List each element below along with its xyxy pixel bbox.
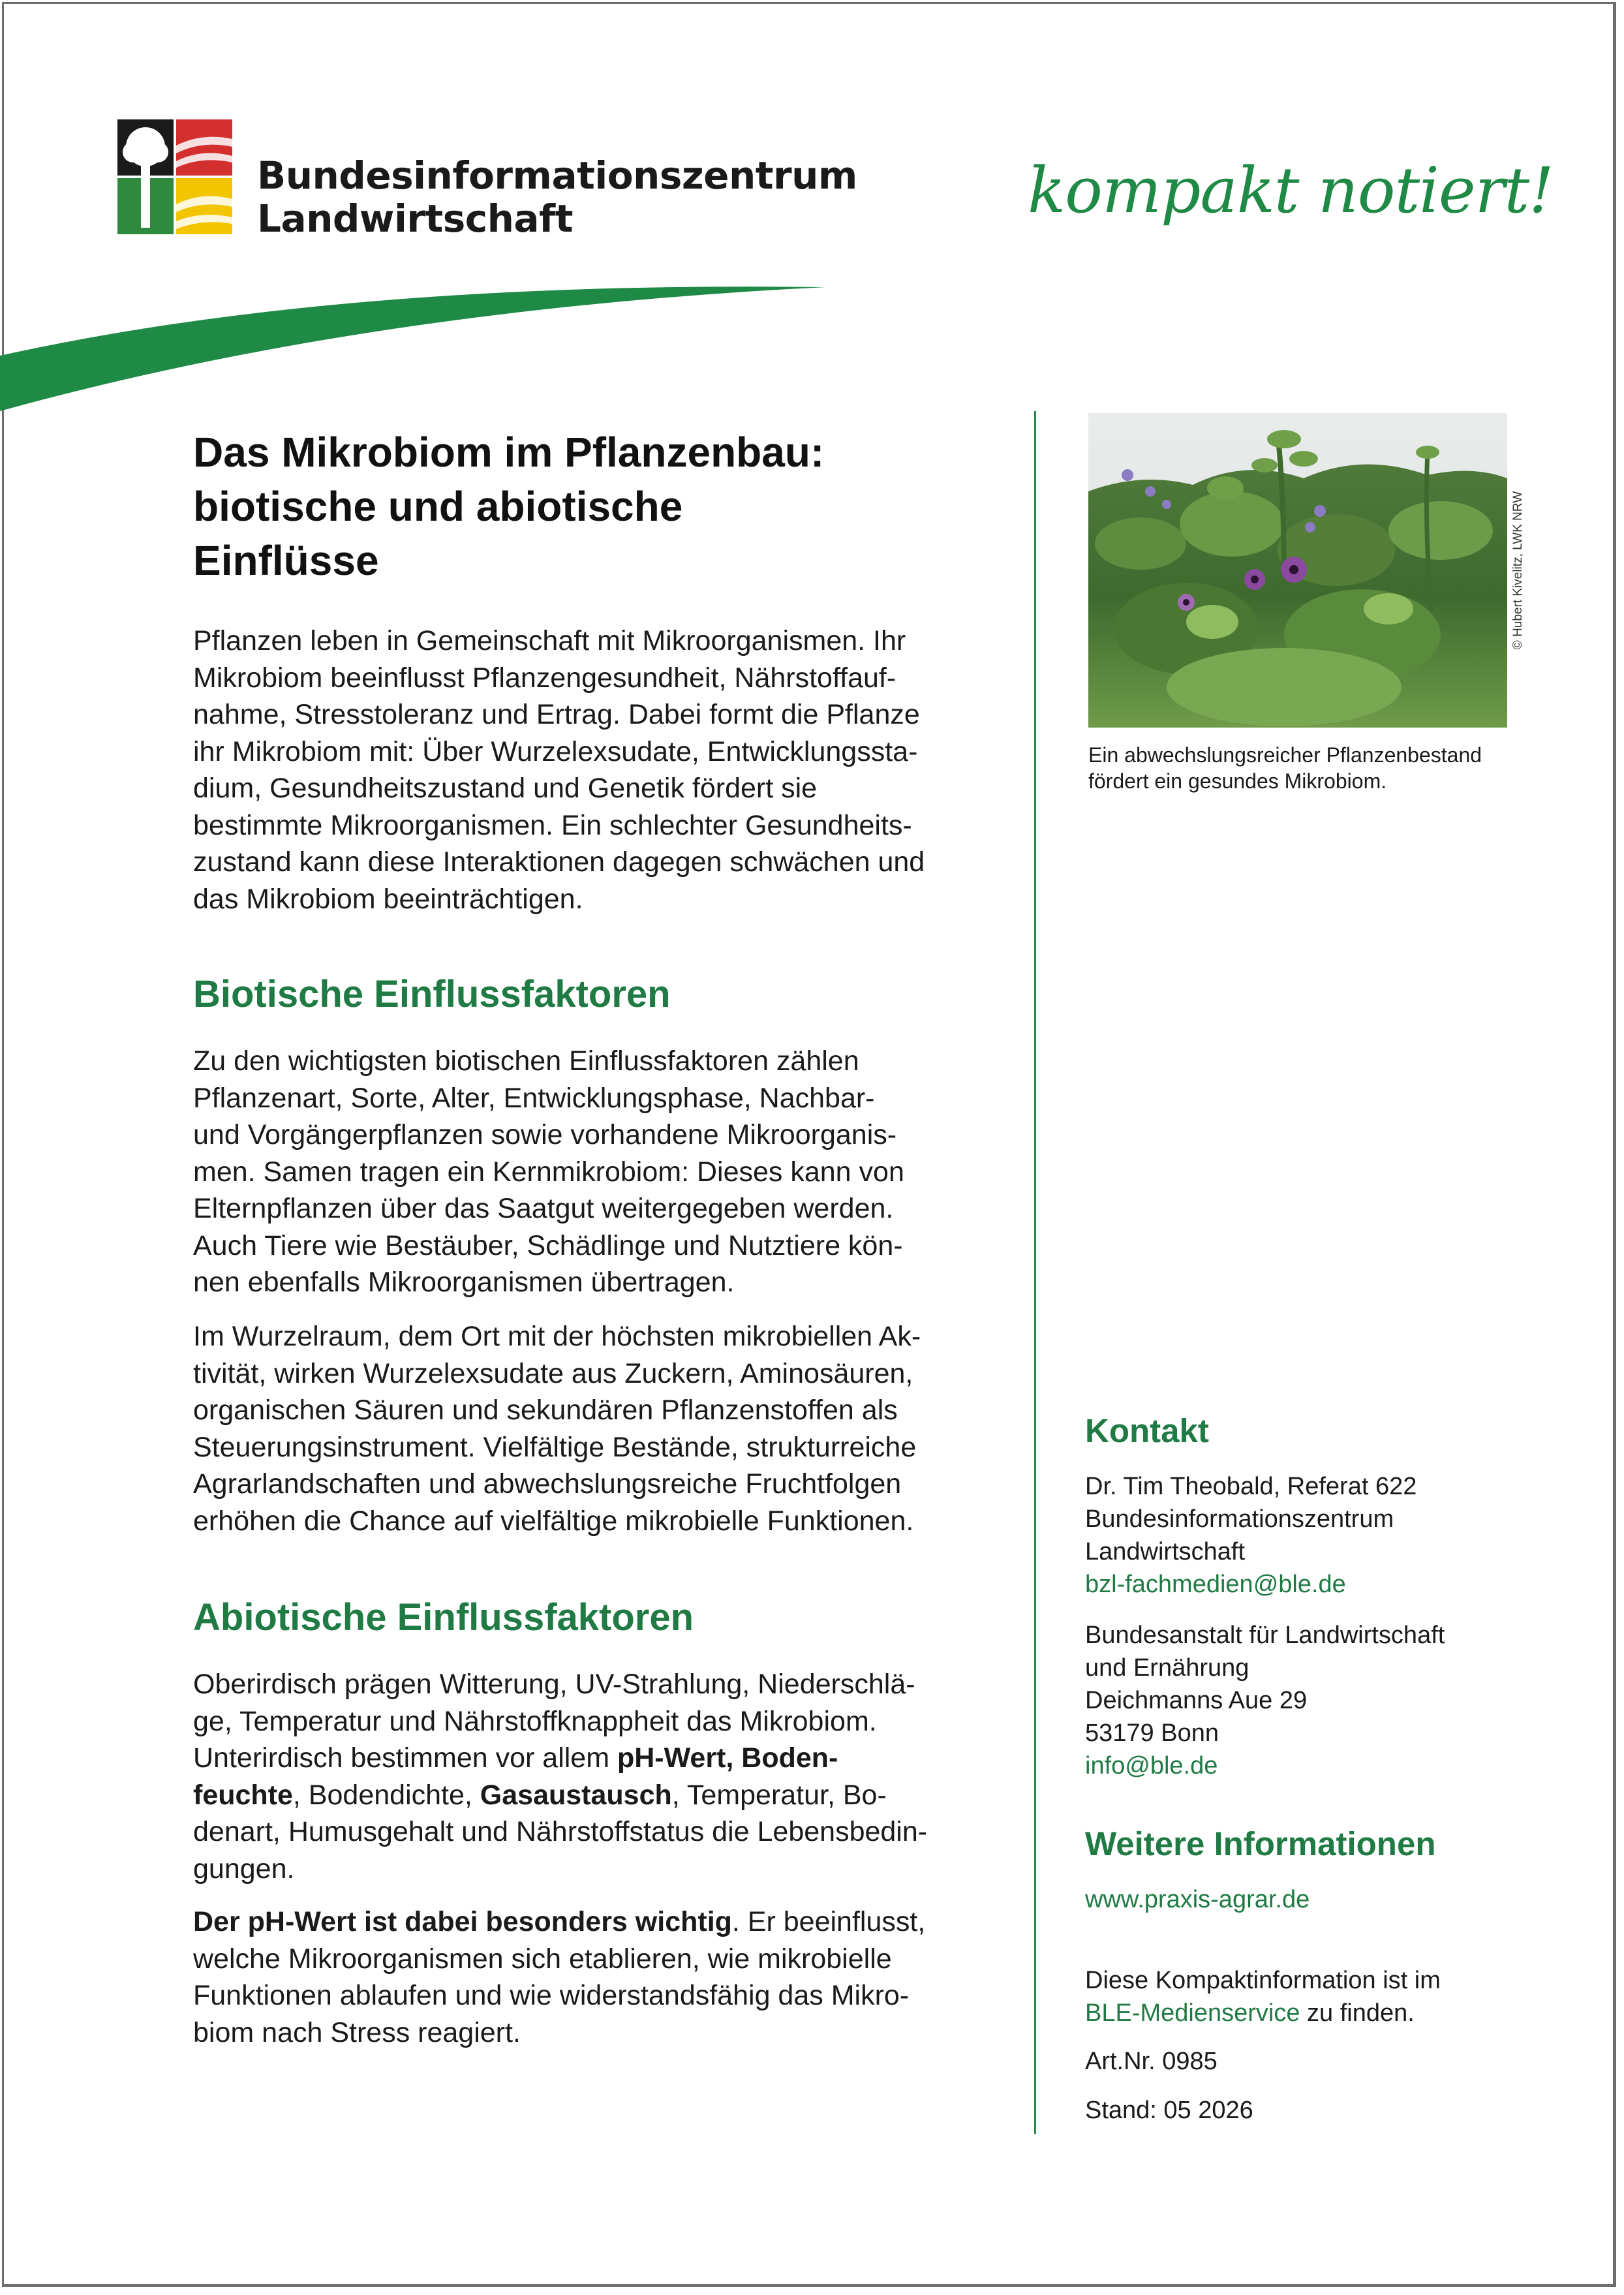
text-line bbox=[193, 1903, 989, 1941]
biotic-paragraph-1 bbox=[193, 1043, 989, 1301]
text-line: ihr Mikrobiom mit: Über Wurzelexsudate, Entwicklungssta- bbox=[193, 735, 918, 767]
text-line: ge, Temperatur und Nährstoffknappheit das Mikrobiom. bbox=[193, 1705, 877, 1737]
column-divider bbox=[1034, 411, 1036, 2134]
bzl-logo-icon bbox=[117, 119, 232, 234]
text-line: nen ebenfalls Mikroorganismen übertragen. bbox=[193, 1267, 735, 1298]
text-line: biom nach Stress reagiert. bbox=[193, 2016, 521, 2048]
bold-term: pH-Wert, Boden- bbox=[617, 1742, 838, 1774]
text-line: men. Samen tragen ein Kernmikrobiom: Dieses kann von bbox=[193, 1156, 904, 1188]
contact-block-ble bbox=[1085, 1619, 1555, 1782]
contact-email-link[interactable]: bzl-fachmedien@ble.de bbox=[1085, 1571, 1346, 1598]
text-line: nahme, Stresstoleranz und Ertrag. Dabei formt die Pflanze bbox=[193, 699, 920, 730]
text-line: Oberirdisch prägen Witterung, UV-Strahlung, Niederschlä- bbox=[193, 1669, 915, 1700]
text-line: gungen. bbox=[193, 1853, 295, 1885]
agency-line: und Ernährung bbox=[1085, 1654, 1249, 1682]
text-line: und Vorgängerpflanzen sowie vorhandene Mikroorganis- bbox=[193, 1119, 897, 1150]
bold-term: Der pH-Wert ist dabei besonders wichtig bbox=[193, 1906, 732, 1937]
text-run: zu finden. bbox=[1300, 1999, 1415, 2027]
title-line: Das Mikrobiom im Pflanzenbau: bbox=[193, 429, 825, 476]
agency-street: Deichmanns Aue 29 bbox=[1085, 1687, 1308, 1714]
text-line: Im Wurzelraum, dem Ort mit der höchsten mikrobiellen Ak- bbox=[193, 1321, 921, 1352]
title-line: Einflüsse bbox=[193, 537, 379, 584]
text-run: , Temperatur, Bo- bbox=[671, 1779, 887, 1811]
text-line: zustand kann diese Interaktionen dagegen schwächen und bbox=[193, 846, 925, 878]
section-heading-biotic: Biotische Einflussfaktoren bbox=[193, 973, 671, 1015]
text-line: Elternpflanzen über das Saatgut weitergegeben werden. bbox=[193, 1193, 894, 1224]
intro-paragraph bbox=[193, 623, 989, 917]
text-line bbox=[1085, 1997, 1555, 2029]
tagline: kompakt notiert! bbox=[1028, 154, 1554, 227]
logo-wordmark-line2: Landwirtschaft bbox=[257, 196, 573, 241]
text-line: welche Mikroorganismen sich etablieren, wie mikrobielle bbox=[193, 1943, 892, 1975]
title-line: biotische und abiotische bbox=[193, 483, 683, 530]
text-line: tivität, wirken Wurzelexsudate aus Zuckern, Aminosäuren, bbox=[193, 1357, 913, 1389]
contact-org-line: Landwirtschaft bbox=[1085, 1538, 1246, 1565]
text-line: dium, Gesundheitszustand und Genetik fördert sie bbox=[193, 773, 818, 804]
text-line bbox=[193, 1777, 989, 1814]
photo-caption bbox=[1088, 742, 1532, 794]
agency-city: 53179 Bonn bbox=[1085, 1719, 1219, 1747]
section-heading-abiotic: Abiotische Einflussfaktoren bbox=[193, 1596, 694, 1639]
contact-block-bzl bbox=[1085, 1470, 1555, 1601]
article-number: Art.Nr. 0985 bbox=[1085, 2048, 1218, 2075]
text-line: Pflanzenart, Sorte, Alter, Entwicklungsphase, Nachbar- bbox=[193, 1082, 875, 1114]
text-line: Mikrobiom beeinflusst Pflanzengesundheit, Nährstoffauf- bbox=[193, 662, 896, 694]
agency-line: Bundesanstalt für Landwirtschaft bbox=[1085, 1622, 1445, 1649]
text-line: Zu den wichtigsten biotischen Einflussfaktoren zählen bbox=[193, 1045, 859, 1077]
text-run: Unterirdisch bestimmen vor allem bbox=[193, 1742, 617, 1774]
text-line bbox=[193, 1740, 989, 1777]
text-line: bestimmte Mikroorganismen. Ein schlechter Gesundheits- bbox=[193, 809, 912, 841]
media-service-link[interactable]: BLE-Medienservice bbox=[1085, 1999, 1300, 2027]
caption-line: fördert ein gesundes Mikrobiom. bbox=[1088, 769, 1387, 793]
text-line: organischen Säuren und sekundären Pflanzenstoffen als bbox=[193, 1394, 898, 1426]
header-swoosh bbox=[0, 261, 848, 424]
contact-org-line: Bundesinformationszentrum bbox=[1085, 1505, 1394, 1533]
abiotic-paragraph-1 bbox=[193, 1666, 989, 1887]
text-run: , Bodendichte, bbox=[292, 1779, 480, 1811]
further-info-heading: Weitere Informationen bbox=[1085, 1825, 1436, 1862]
contact-person: Dr. Tim Theobald, Referat 622 bbox=[1085, 1473, 1417, 1500]
text-line: Diese Kompaktinformation ist im bbox=[1085, 1967, 1441, 1994]
issue-date: Stand: 05 2026 bbox=[1085, 2097, 1253, 2124]
text-run: . Er beeinflusst, bbox=[731, 1906, 926, 1937]
page-title bbox=[193, 425, 989, 588]
text-line: Pflanzen leben in Gemeinschaft mit Mikroorganismen. Ihr bbox=[193, 625, 906, 656]
text-line: denart, Humusgehalt und Nährstoffstatus die Lebensbedin- bbox=[193, 1816, 928, 1847]
text-line: erhöhen die Chance auf vielfältige mikrobielle Funktionen. bbox=[193, 1505, 914, 1537]
text-line: Steuerungsinstrument. Vielfältige Bestände, strukturreiche bbox=[193, 1431, 917, 1463]
agency-email-link[interactable]: info@ble.de bbox=[1085, 1752, 1218, 1779]
text-line: Auch Tiere wie Bestäuber, Schädlinge und Nutztiere kön- bbox=[193, 1229, 903, 1261]
bold-term: Gasaustausch bbox=[480, 1779, 672, 1811]
photo-credit-text: © Hubert Kivelitz, LWK NRW bbox=[1511, 491, 1525, 650]
photo-credit bbox=[1509, 413, 1528, 728]
text-line: Agrarlandschaften und abwechslungsreiche Fruchtfolgen bbox=[193, 1468, 902, 1500]
biotic-paragraph-2 bbox=[193, 1318, 989, 1539]
bold-term: feuchte bbox=[193, 1779, 293, 1811]
contact-heading: Kontakt bbox=[1085, 1412, 1209, 1449]
caption-line: Ein abwechslungsreicher Pflanzenbestand bbox=[1088, 743, 1482, 767]
logo-wordmark-line1: Bundesinformationszentrum bbox=[257, 153, 857, 198]
media-service-note bbox=[1085, 1964, 1555, 2029]
text-line: das Mikrobiom beeinträchtigen. bbox=[193, 883, 583, 915]
praxis-agrar-link[interactable]: www.praxis-agrar.de bbox=[1085, 1886, 1310, 1913]
text-line: Funktionen ablaufen und wie widerstandsfähig das Mikro- bbox=[193, 1980, 910, 2011]
abiotic-paragraph-2 bbox=[193, 1903, 989, 2051]
plant-field-photo bbox=[1088, 413, 1507, 728]
logo-wordmark bbox=[257, 154, 857, 240]
